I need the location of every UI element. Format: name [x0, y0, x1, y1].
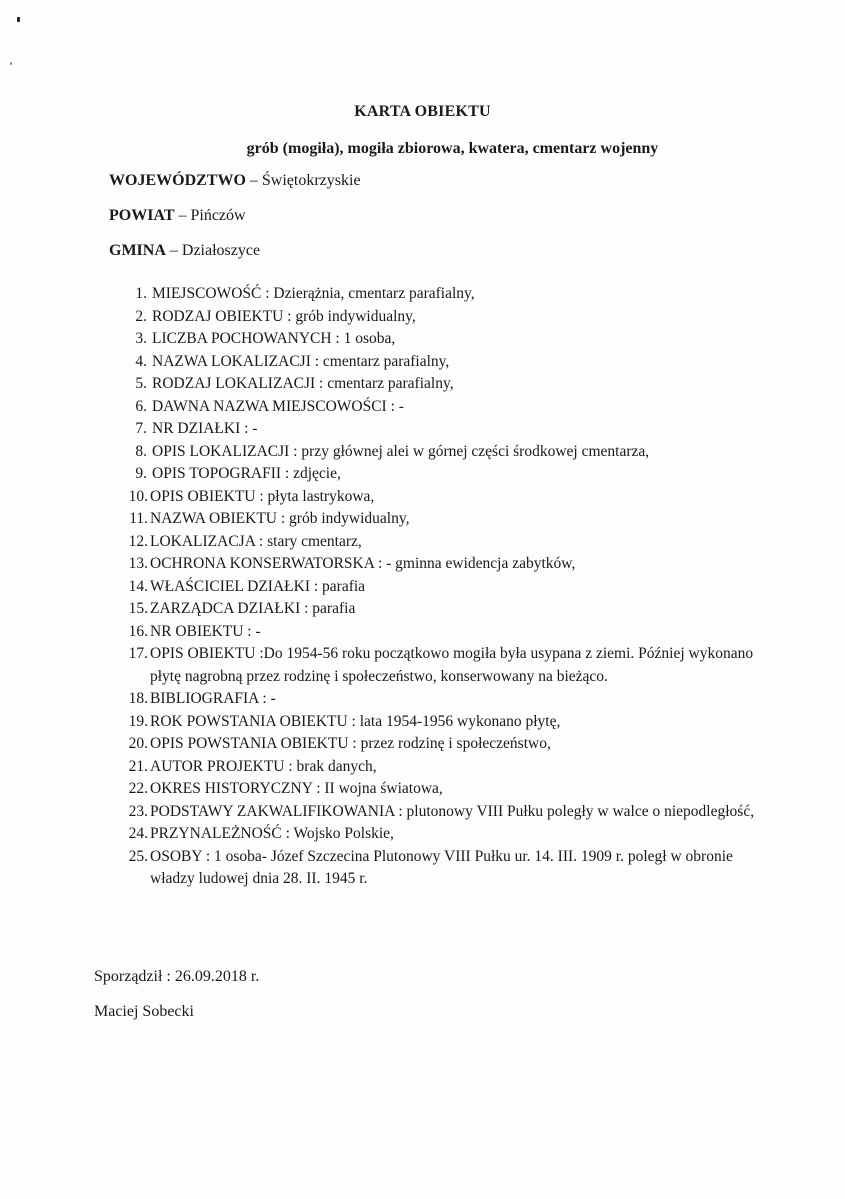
- item-number: 12.: [128, 532, 148, 550]
- document-title: KARTA OBIEKTU: [354, 103, 491, 120]
- item-number: 13.: [128, 555, 148, 572]
- header-commune: [109, 242, 260, 260]
- author-name: Maciej Sobecki: [94, 1003, 194, 1020]
- list-item: [118, 688, 758, 711]
- header-label: POWIAT: [109, 207, 175, 224]
- list-item: [118, 711, 758, 734]
- list-item: [118, 531, 758, 554]
- item-number: 23.: [128, 802, 148, 820]
- item-text: WŁAŚCICIEL DZIAŁKI : parafia: [150, 577, 366, 595]
- item-text: RODZAJ LOKALIZACJI : cmentarz parafialny,: [152, 375, 454, 392]
- item-text: NAZWA LOKALIZACJI : cmentarz parafialny,: [152, 352, 450, 370]
- list-item: [118, 643, 758, 688]
- document-subtitle: grób (mogiła), mogiła zbiorowa, kwatera, cmentarz wojenny: [246, 140, 659, 157]
- item-text: LOKALIZACJA : stary cmentarz,: [150, 532, 362, 550]
- item-number: 1.: [135, 285, 147, 302]
- item-text: OPIS OBIEKTU : płyta lastrykowa,: [150, 487, 375, 505]
- item-text: OPIS LOKALIZACJI : przy głównej alei w górnej części środkowej cmentarza,: [152, 442, 650, 460]
- item-number: 22.: [128, 780, 148, 797]
- item-number: 6.: [135, 397, 147, 415]
- item-text: RODZAJ OBIEKTU : grób indywidualny,: [152, 307, 416, 325]
- item-text: AUTOR PROJEKTU : brak danych,: [150, 757, 377, 775]
- scan-speck: [10, 62, 12, 65]
- item-text: NR OBIEKTU : -: [150, 622, 261, 640]
- item-number: 18.: [128, 690, 148, 707]
- list-item: [118, 621, 758, 644]
- item-number: 16.: [128, 622, 148, 640]
- item-number: 11.: [129, 510, 148, 527]
- item-number: 14.: [128, 577, 148, 595]
- item-number: 17.: [128, 645, 148, 662]
- list-item: [118, 778, 758, 801]
- item-number: 19.: [128, 712, 148, 730]
- item-text: MIEJSCOWOŚĆ : Dzierążnia, cmentarz parafialny,: [152, 285, 475, 302]
- item-number: 9.: [135, 465, 147, 482]
- item-number: 2.: [135, 307, 147, 325]
- item-text: LICZBA POCHOWANYCH : 1 osoba,: [152, 330, 396, 347]
- item-text: OCHRONA KONSERWATORSKA : - gminna ewidencja zabytków,: [150, 555, 576, 572]
- item-number: 8.: [135, 442, 147, 460]
- header-county: [109, 207, 246, 225]
- item-number: 24.: [128, 825, 148, 842]
- list-item: [118, 306, 758, 329]
- item-text: BIBLIOGRAFIA : -: [150, 690, 276, 707]
- list-item: [118, 328, 758, 351]
- scan-speck: [17, 17, 20, 22]
- list-item: [118, 508, 758, 531]
- list-item: [118, 441, 758, 464]
- item-number: 5.: [135, 375, 147, 392]
- header-label: GMINA: [109, 242, 166, 259]
- list-item: [118, 576, 758, 599]
- item-number: 20.: [128, 735, 148, 752]
- item-text: OPIS TOPOGRAFII : zdjęcie,: [152, 465, 341, 482]
- item-text: PRZYNALEŻNOŚĆ : Wojsko Polskie,: [150, 825, 394, 842]
- item-number: 3.: [135, 330, 147, 347]
- item-number: 25.: [128, 847, 148, 865]
- item-text: NAZWA OBIEKTU : grób indywidualny,: [150, 510, 410, 527]
- list-item: [118, 823, 758, 846]
- header-label: WOJEWÓDZTWO: [109, 172, 246, 189]
- header-value: – Pińczów: [174, 207, 246, 224]
- item-text: DAWNA NAZWA MIEJSCOWOŚCI : -: [152, 397, 404, 415]
- list-item: [118, 283, 758, 306]
- list-item: [118, 598, 758, 621]
- header-value: – Świętokrzyskie: [245, 172, 361, 189]
- list-item: [118, 418, 758, 441]
- list-item: [118, 756, 758, 779]
- list-item: [118, 373, 758, 396]
- item-text: OSOBY : 1 osoba- Józef Szczecina Plutonowy VIII Pułku ur. 14. III. 1909 r. poległ w obronie władzy ludowej dnia 28. II. 1945 r.: [150, 847, 733, 887]
- list-item: [118, 351, 758, 374]
- item-text: NR DZIAŁKI : -: [152, 420, 258, 437]
- header-voivodeship: [109, 172, 361, 190]
- item-number: 4.: [135, 352, 147, 370]
- prepared-date: Sporządził : 26.09.2018 r.: [94, 968, 260, 985]
- item-text: PODSTAWY ZAKWALIFIKOWANIA : plutonowy VIII Pułku poległy w walce o niepodległość,: [150, 802, 755, 820]
- item-text: ROK POWSTANIA OBIEKTU : lata 1954-1956 wykonano płytę,: [150, 712, 561, 730]
- list-item: [118, 733, 758, 756]
- item-text: OPIS OBIEKTU :Do 1954-56 roku początkowo mogiła była usypana z ziemi. Później wykonano płytę nagrobną przez rodzinę i społeczeństwo, konserwowany na bieżąco.: [150, 645, 754, 685]
- item-number: 10.: [128, 487, 148, 505]
- list-item: [118, 846, 758, 891]
- item-number: 15.: [128, 600, 148, 617]
- item-number: 21.: [128, 757, 148, 775]
- list-item: [118, 486, 758, 509]
- list-item: [118, 553, 758, 576]
- list-item: [118, 801, 758, 824]
- item-number: 7.: [135, 420, 147, 437]
- item-list: [118, 283, 758, 891]
- list-item: [118, 463, 758, 486]
- item-text: OPIS POWSTANIA OBIEKTU : przez rodzinę i społeczeństwo,: [150, 735, 551, 752]
- item-text: ZARZĄDCA DZIAŁKI : parafia: [150, 600, 356, 617]
- item-text: OKRES HISTORYCZNY : II wojna światowa,: [150, 780, 443, 797]
- header-value: – Działoszyce: [165, 242, 261, 259]
- list-item: [118, 396, 758, 419]
